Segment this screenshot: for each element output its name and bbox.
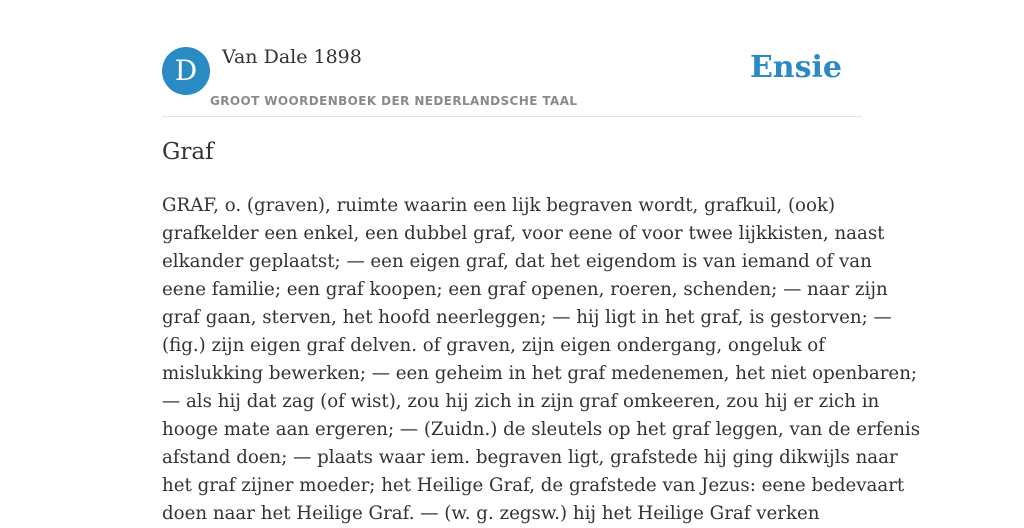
entry-title: Graf (162, 139, 214, 165)
dictionary-subtitle: GROOT WOORDENBOEK DER NEDERLANDSCHE TAAL (210, 94, 578, 108)
definition-line: eene familie; een graf koopen; een graf openen, roeren, schenden; — naar zijn (162, 279, 888, 300)
definition-line: hooge mate aan ergeren; — (Zuidn.) de sleutels op het graf leggen, van de erfenis (162, 419, 921, 440)
definition-line: graf gaan, sterven, het hoofd neerleggen; — hij ligt in het graf, is gestorven; — (162, 307, 892, 328)
definition-line: (fig.) zijn eigen graf delven. of graven, zijn eigen ondergang, ongeluk of (162, 335, 825, 356)
ensie-brand-link[interactable]: Ensie (749, 50, 842, 85)
entry-definition (162, 192, 921, 528)
definition-line: afstand doen; — plaats waar iem. begraven ligt, grafstede hij ging dikwijls naar (162, 447, 898, 468)
definition-line: grafkelder een enkel, een dubbel graf, voor eene of voor twee lijkkisten, naast (162, 223, 885, 244)
definition-line: elkander geplaatst; — een eigen graf, dat het eigendom is van iemand of van (162, 251, 872, 272)
dictionary-logo[interactable]: D (162, 47, 210, 95)
definition-line: doen naar het Heilige Graf. — (w. g. zegsw.) hij het Heilige Graf verken (162, 503, 820, 524)
definition-line: mislukking bewerken; — een geheim in het graf medenemen, het niet openbaren; (162, 363, 918, 384)
definition-line: GRAF, o. (graven), ruimte waarin een lijk begraven wordt, grafkuil, (ook) (162, 195, 836, 216)
dictionary-header (162, 40, 862, 117)
dictionary-title[interactable]: Van Dale 1898 (222, 46, 362, 68)
definition-line: — als hij dat zag (of wist), zou hij zich in zijn graf omkeeren, zou hij er zich in (162, 391, 880, 412)
definition-line: het graf zijner moeder; het Heilige Graf, de grafstede van Jezus: eene bedevaart (162, 475, 905, 496)
